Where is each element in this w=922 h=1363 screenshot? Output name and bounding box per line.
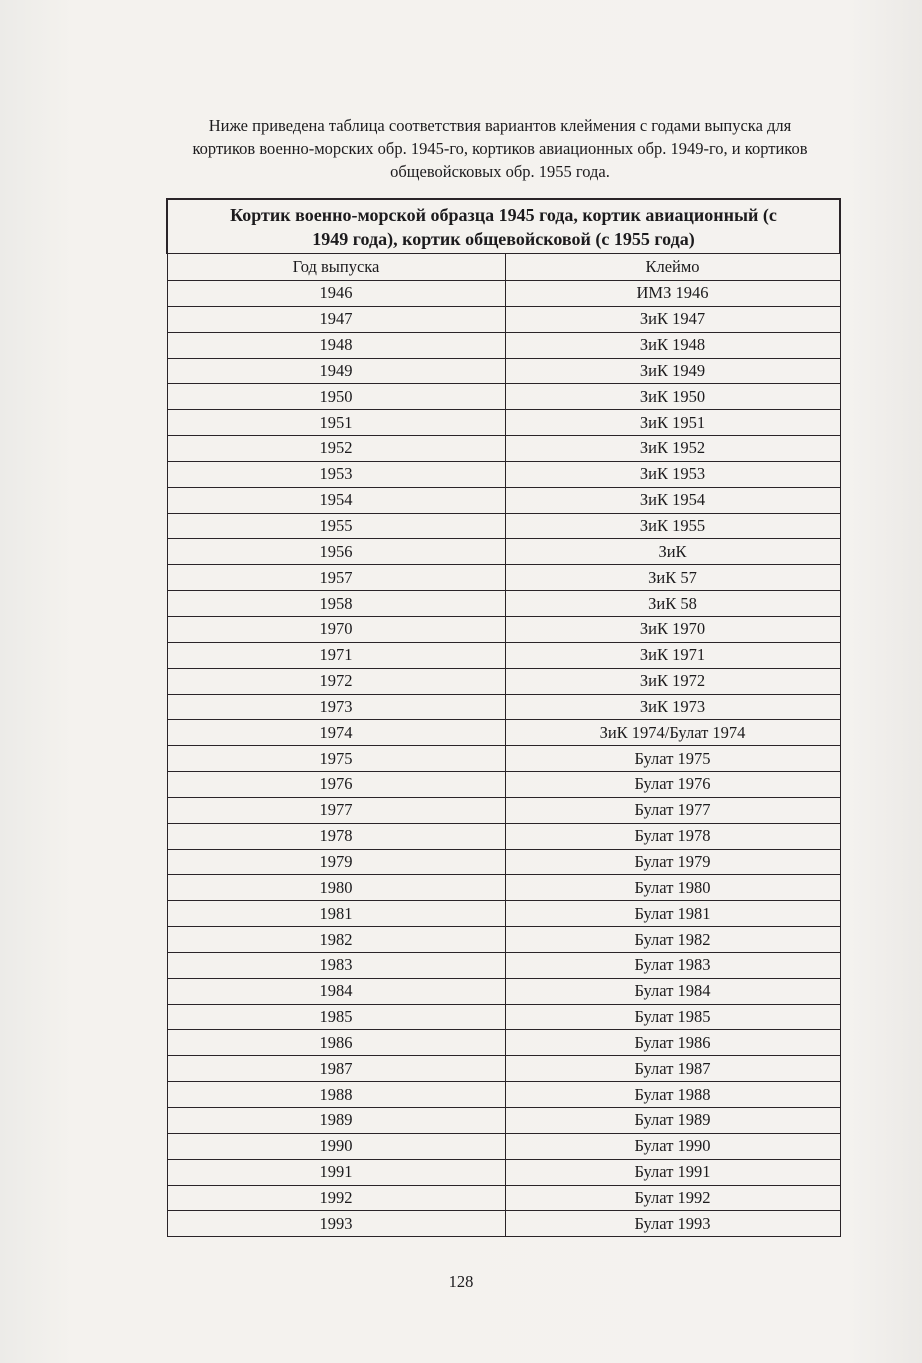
year-cell: 1954 — [167, 487, 505, 513]
table-row — [167, 772, 840, 798]
year-cell: 1949 — [167, 358, 505, 384]
intro-line: Ниже приведена таблица соответствия вариантов клеймения с годами выпуска для — [208, 116, 792, 135]
mark-cell: ЗиК 1949 — [505, 358, 840, 384]
table-row — [167, 591, 840, 617]
year-cell: 1993 — [167, 1211, 505, 1237]
year-cell: 1951 — [167, 410, 505, 436]
table-row — [167, 978, 840, 1004]
year-cell: 1950 — [167, 384, 505, 410]
mark-cell: Булат 1993 — [505, 1211, 840, 1237]
mark-cell: ЗиК 1948 — [505, 332, 840, 358]
year-cell: 1983 — [167, 952, 505, 978]
year-cell: 1977 — [167, 797, 505, 823]
year-cell: 1970 — [167, 616, 505, 642]
year-cell: 1982 — [167, 927, 505, 953]
mark-cell: Булат 1985 — [505, 1004, 840, 1030]
mark-cell: ЗиК 1970 — [505, 616, 840, 642]
mark-cell: Булат 1990 — [505, 1133, 840, 1159]
mark-cell: ЗиК 1972 — [505, 668, 840, 694]
mark-cell: Булат 1981 — [505, 901, 840, 927]
table-row — [167, 797, 840, 823]
year-cell: 1978 — [167, 823, 505, 849]
table-row — [167, 668, 840, 694]
table-row — [167, 1211, 840, 1237]
table-row — [167, 720, 840, 746]
table-row — [167, 1030, 840, 1056]
mark-cell: ЗиК 1971 — [505, 642, 840, 668]
table-body — [167, 281, 840, 1237]
year-cell: 1979 — [167, 849, 505, 875]
table-row — [167, 565, 840, 591]
table-row — [167, 410, 840, 436]
intro-paragraph — [150, 114, 850, 183]
table-row — [167, 487, 840, 513]
table-row — [167, 1159, 840, 1185]
mark-cell: Булат 1977 — [505, 797, 840, 823]
year-cell: 1973 — [167, 694, 505, 720]
table-row — [167, 694, 840, 720]
year-cell: 1992 — [167, 1185, 505, 1211]
table-row — [167, 642, 840, 668]
table-row — [167, 616, 840, 642]
mark-cell: Булат 1975 — [505, 746, 840, 772]
mark-cell: Булат 1979 — [505, 849, 840, 875]
table-row — [167, 332, 840, 358]
page-number: 128 — [448, 1272, 474, 1291]
table-row — [167, 461, 840, 487]
table-row — [167, 927, 840, 953]
table-row — [167, 358, 840, 384]
mark-cell: ЗиК 1947 — [505, 306, 840, 332]
table-row — [167, 1056, 840, 1082]
mark-cell: Булат 1983 — [505, 952, 840, 978]
year-cell: 1990 — [167, 1133, 505, 1159]
mark-cell: Булат 1988 — [505, 1082, 840, 1108]
mark-cell: ЗиК 58 — [505, 591, 840, 617]
year-cell: 1974 — [167, 720, 505, 746]
table-row — [167, 306, 840, 332]
table-row — [167, 436, 840, 462]
year-cell: 1948 — [167, 332, 505, 358]
year-cell: 1988 — [167, 1082, 505, 1108]
table-title-line: 1949 года), кортик общевойсковой (с 1955 года) — [312, 228, 695, 249]
year-cell: 1976 — [167, 772, 505, 798]
year-cell: 1989 — [167, 1108, 505, 1134]
year-cell: 1984 — [167, 978, 505, 1004]
year-cell: 1987 — [167, 1056, 505, 1082]
year-cell: 1991 — [167, 1159, 505, 1185]
mark-cell: ЗиК 1955 — [505, 513, 840, 539]
year-cell: 1971 — [167, 642, 505, 668]
mark-cell: ЗиК 1950 — [505, 384, 840, 410]
column-header-mark: Клеймо — [505, 254, 840, 281]
table-row — [167, 1185, 840, 1211]
table-title-line: Кортик военно-морской образца 1945 года, кортик авиационный (с — [230, 204, 777, 225]
mark-cell: Булат 1989 — [505, 1108, 840, 1134]
year-cell: 1985 — [167, 1004, 505, 1030]
mark-cell: Булат 1978 — [505, 823, 840, 849]
mark-cell: ЗиК 1954 — [505, 487, 840, 513]
year-cell: 1946 — [167, 281, 505, 307]
year-cell: 1955 — [167, 513, 505, 539]
column-header-year: Год выпуска — [167, 254, 505, 281]
mark-cell: ЗиК 1952 — [505, 436, 840, 462]
table-title — [167, 199, 840, 254]
year-cell: 1986 — [167, 1030, 505, 1056]
year-cell: 1957 — [167, 565, 505, 591]
marking-table — [166, 198, 841, 1237]
table-row — [167, 1108, 840, 1134]
year-cell: 1953 — [167, 461, 505, 487]
mark-cell: ЗиК 57 — [505, 565, 840, 591]
table-row — [167, 539, 840, 565]
mark-cell: Булат 1982 — [505, 927, 840, 953]
table-row — [167, 875, 840, 901]
table-row — [167, 1004, 840, 1030]
year-cell: 1952 — [167, 436, 505, 462]
table-row — [167, 823, 840, 849]
year-cell: 1980 — [167, 875, 505, 901]
year-cell: 1947 — [167, 306, 505, 332]
table-row — [167, 901, 840, 927]
year-cell: 1972 — [167, 668, 505, 694]
mark-cell: ЗиК — [505, 539, 840, 565]
year-cell: 1956 — [167, 539, 505, 565]
table-row — [167, 1133, 840, 1159]
mark-cell: Булат 1984 — [505, 978, 840, 1004]
mark-cell: Булат 1987 — [505, 1056, 840, 1082]
mark-cell: Булат 1976 — [505, 772, 840, 798]
table-row — [167, 849, 840, 875]
table-row — [167, 513, 840, 539]
table-row — [167, 384, 840, 410]
intro-line: кортиков военно-морских обр. 1945-го, кортиков авиационных обр. 1949-го, и кортиков — [192, 139, 808, 158]
mark-cell: Булат 1980 — [505, 875, 840, 901]
mark-cell: ЗиК 1973 — [505, 694, 840, 720]
mark-cell: Булат 1991 — [505, 1159, 840, 1185]
mark-cell: ИМЗ 1946 — [505, 281, 840, 307]
mark-cell: ЗиК 1974/Булат 1974 — [505, 720, 840, 746]
year-cell: 1981 — [167, 901, 505, 927]
table-row — [167, 746, 840, 772]
mark-cell: ЗиК 1951 — [505, 410, 840, 436]
year-cell: 1975 — [167, 746, 505, 772]
table-row — [167, 281, 840, 307]
table-row — [167, 1082, 840, 1108]
intro-line: общевойсковых обр. 1955 года. — [390, 162, 610, 181]
table-row — [167, 952, 840, 978]
mark-cell: ЗиК 1953 — [505, 461, 840, 487]
year-cell: 1958 — [167, 591, 505, 617]
mark-cell: Булат 1986 — [505, 1030, 840, 1056]
mark-cell: Булат 1992 — [505, 1185, 840, 1211]
